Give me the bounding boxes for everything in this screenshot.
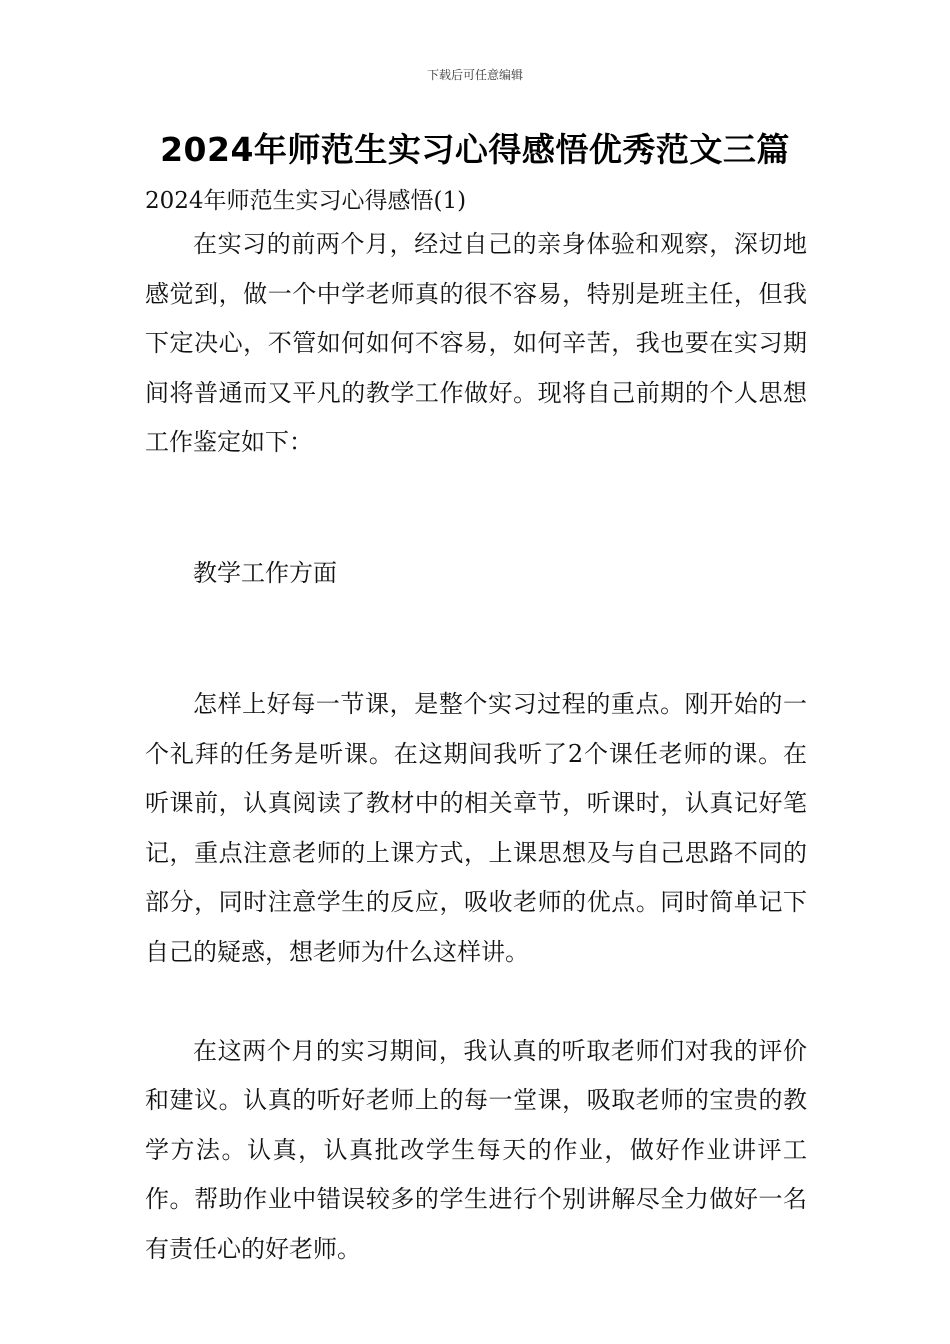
document-title: 2024年师范生实习心得感悟优秀范文三篇 <box>160 130 790 169</box>
spacer <box>145 517 807 549</box>
document-body <box>145 182 807 1274</box>
spacer <box>145 599 807 649</box>
paragraph-feedback: 在这两个月的实习期间，我认真的听取老师们对我的评价和建议。认真的听好老师上的每一堂课，吸取老师的宝贵的教学方法。认真，认真批改学生每天的作业，做好作业讲评工作。帮助作业中错误较多的学生进行个别讲解尽全力做好一名有责任心的好老师。 <box>145 1036 807 1263</box>
paragraph-lesson: 怎样上好每一节课，是整个实习过程的重点。刚开始的一个礼拜的任务是听课。在这期间我听了2个课任老师的课。在听课前，认真阅读了教材中的相关章节，听课时，认真记好笔记，重点注意老师的上课方式，上课思想及与自己思路不同的部分，同时注意学生的反应，吸收老师的优点。同时简单记下自己的疑惑，想老师为什么这样讲。 <box>145 690 807 966</box>
paragraph-intro: 在实习的前两个月，经过自己的亲身体验和观察，深切地感觉到，做一个中学老师真的很不容易，特别是班主任，但我下定决心，不管如何如何不容易，如何辛苦，我也要在实习期间将普通而又平凡的教学工作做好。现将自己前期的个人思想工作鉴定如下： <box>145 230 807 456</box>
header-note: 下载后可任意编辑 <box>426 68 523 82</box>
spacer <box>145 977 807 1027</box>
section-subtitle: 2024年师范生实习心得感悟(1) <box>145 188 467 214</box>
spacer <box>145 648 807 680</box>
section-heading: 教学工作方面 <box>193 559 337 587</box>
spacer <box>145 468 807 518</box>
